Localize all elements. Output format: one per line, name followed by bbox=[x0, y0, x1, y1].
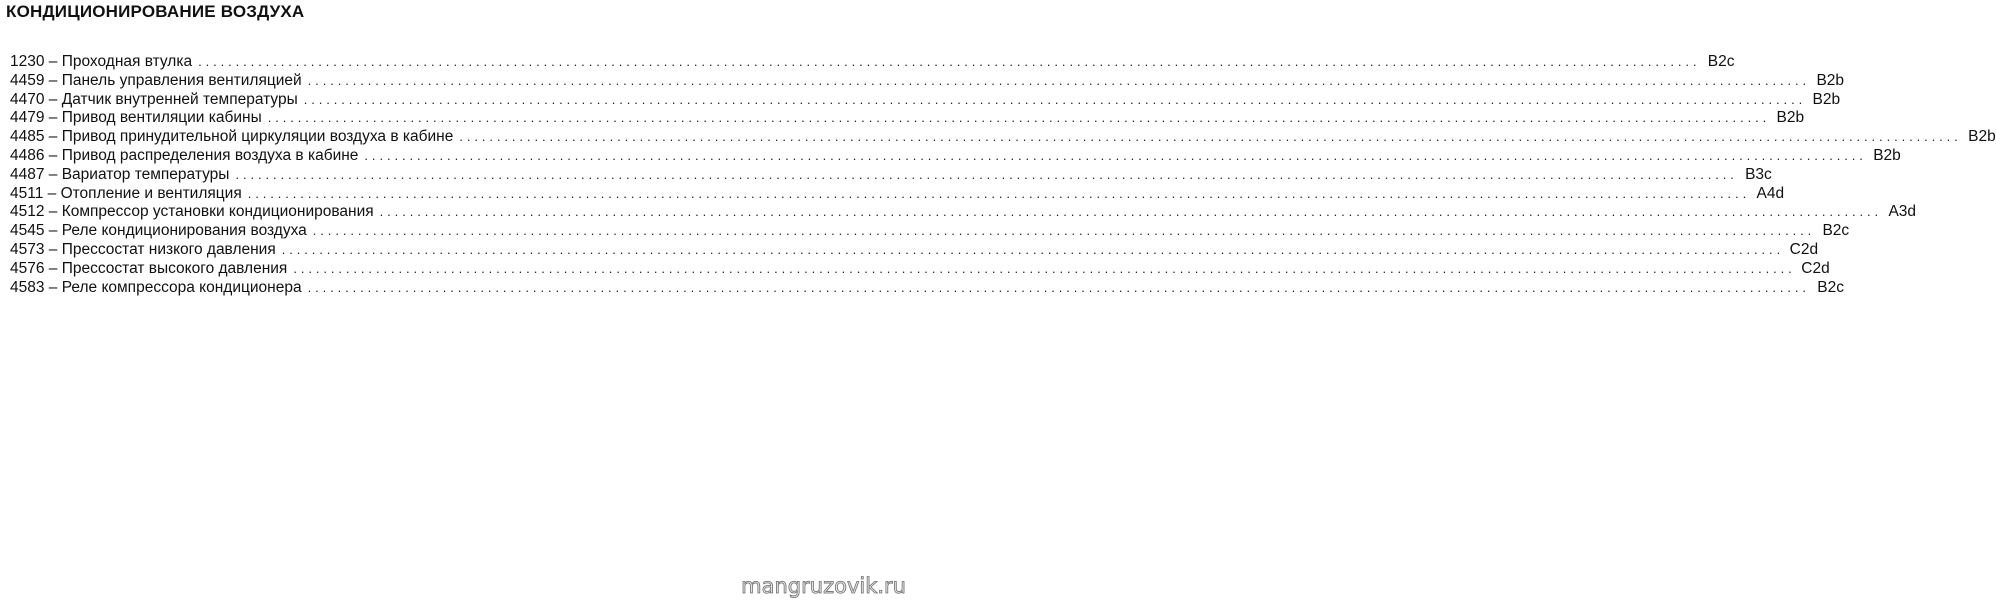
dot-leader: ........................................................................................................................................................................................................ bbox=[364, 147, 1867, 163]
list-item bbox=[10, 203, 1917, 222]
entry-name: Вариатор температуры bbox=[61, 165, 230, 183]
entry-label bbox=[10, 166, 235, 185]
entry-name: Датчик внутренней температуры bbox=[61, 90, 298, 108]
entry-label bbox=[10, 222, 313, 241]
entry-code: 4487 bbox=[10, 165, 45, 183]
page-title: КОНДИЦИОНИРОВАНИЕ ВОЗДУХА bbox=[6, 2, 305, 21]
entry-code: 4459 bbox=[10, 71, 45, 89]
dot-leader: ........................................................................................................................................................................................................ bbox=[307, 72, 1811, 88]
dot-leader: ........................................................................................................................................................................................................ bbox=[198, 54, 1701, 69]
entry-name: Отопление и вентиляция bbox=[60, 184, 242, 202]
list-item bbox=[10, 165, 1772, 185]
dot-leader: ........................................................................................................................................................................................................ bbox=[247, 185, 1751, 201]
dot-leader: ........................................................................................................................................................................................................ bbox=[303, 91, 1807, 107]
entry-code: 4479 bbox=[10, 109, 45, 127]
entry-label bbox=[10, 185, 248, 204]
list-item bbox=[10, 128, 1996, 147]
dot-leader: ........................................................................................................................................................................................................ bbox=[379, 204, 1883, 220]
dot-leader: ........................................................................................................................................................................................................ bbox=[235, 166, 1738, 182]
entry-separator: – bbox=[44, 259, 62, 277]
entry-label bbox=[10, 109, 268, 128]
entry-ref: A3d bbox=[1888, 203, 1917, 221]
entry-separator: – bbox=[44, 222, 62, 240]
entry-label bbox=[10, 128, 459, 147]
entry-ref: B2c bbox=[1822, 222, 1850, 240]
dot-leader: ........................................................................................................................................................................................................ bbox=[307, 279, 1810, 295]
entry-name: Прессостат высокого давления bbox=[61, 259, 288, 277]
entry-ref: B2b bbox=[1776, 109, 1805, 127]
dot-leader: ........................................................................................................................................................................................................ bbox=[267, 110, 1771, 126]
entry-ref: C2d bbox=[1789, 240, 1819, 258]
entry-code: 4485 bbox=[10, 128, 45, 146]
entry-name: Реле компрессора кондиционера bbox=[61, 278, 302, 296]
entry-name: Привод принудительной циркуляции воздуха в кабине bbox=[61, 128, 454, 146]
list-item bbox=[10, 278, 1844, 298]
entry-separator: – bbox=[44, 165, 62, 183]
entry-ref: C2d bbox=[1801, 259, 1830, 277]
entry-ref: B3c bbox=[1745, 165, 1772, 183]
entry-separator: – bbox=[44, 71, 62, 89]
entry-code: 4511 bbox=[10, 184, 44, 202]
entry-label bbox=[10, 91, 304, 110]
entry-ref: B2c bbox=[1817, 278, 1844, 296]
entry-separator: – bbox=[44, 240, 62, 258]
list-item bbox=[10, 240, 1819, 260]
entry-separator: – bbox=[44, 109, 62, 127]
site-watermark: mangruzovik.ru bbox=[741, 574, 906, 598]
entry-separator: – bbox=[44, 53, 62, 70]
entry-name: Панель управления вентиляцией bbox=[61, 71, 302, 89]
entry-label bbox=[10, 72, 308, 91]
entry-ref: A4d bbox=[1756, 184, 1785, 202]
dot-leader: ........................................................................................................................................................................................................ bbox=[281, 241, 1785, 257]
list-item bbox=[10, 184, 1785, 204]
entry-separator: – bbox=[44, 203, 62, 221]
list-item bbox=[10, 259, 1830, 279]
entry-code: 4573 bbox=[10, 240, 45, 258]
entry-ref: B2b bbox=[1816, 71, 1845, 89]
component-index-list bbox=[10, 53, 1996, 297]
entry-code: 4512 bbox=[10, 203, 45, 221]
dot-leader: ........................................................................................................................................................................................................ bbox=[459, 129, 1962, 145]
entry-code: 4583 bbox=[10, 278, 45, 296]
entry-label bbox=[10, 147, 364, 166]
entry-name: Прессостат низкого давления bbox=[61, 240, 276, 258]
entry-separator: – bbox=[44, 278, 62, 296]
entry-separator: – bbox=[43, 184, 61, 202]
entry-name: Проходная втулка bbox=[61, 53, 193, 70]
entry-name: Привод вентиляции кабины bbox=[61, 109, 262, 127]
entry-label bbox=[10, 279, 308, 298]
list-item bbox=[10, 71, 1845, 91]
entry-separator: – bbox=[44, 146, 62, 164]
entry-separator: – bbox=[44, 128, 62, 146]
entry-label bbox=[10, 241, 282, 260]
list-item bbox=[10, 53, 1735, 72]
list-item bbox=[10, 222, 1850, 241]
entry-ref: B2c bbox=[1707, 53, 1735, 70]
entry-label bbox=[10, 260, 293, 279]
entry-label bbox=[10, 53, 198, 72]
entry-label bbox=[10, 203, 380, 222]
entry-separator: – bbox=[44, 90, 62, 108]
entry-name: Реле кондиционирования воздуха bbox=[61, 222, 307, 240]
list-item bbox=[10, 109, 1805, 128]
entry-ref: B2b bbox=[1873, 146, 1901, 164]
entry-name: Компрессор установки кондиционирования bbox=[61, 203, 374, 221]
dot-leader: ........................................................................................................................................................................................................ bbox=[312, 223, 1816, 239]
list-item bbox=[10, 90, 1841, 110]
entry-ref: B2b bbox=[1968, 128, 1996, 146]
list-item bbox=[10, 146, 1901, 166]
dot-leader: ........................................................................................................................................................................................................ bbox=[293, 260, 1796, 276]
entry-code: 1230 bbox=[10, 53, 45, 70]
entry-code: 4486 bbox=[10, 146, 45, 164]
entry-code: 4470 bbox=[10, 90, 45, 108]
entry-ref: B2b bbox=[1812, 90, 1841, 108]
entry-code: 4545 bbox=[10, 222, 45, 240]
entry-name: Привод распределения воздуха в кабине bbox=[61, 146, 359, 164]
entry-code: 4576 bbox=[10, 259, 45, 277]
